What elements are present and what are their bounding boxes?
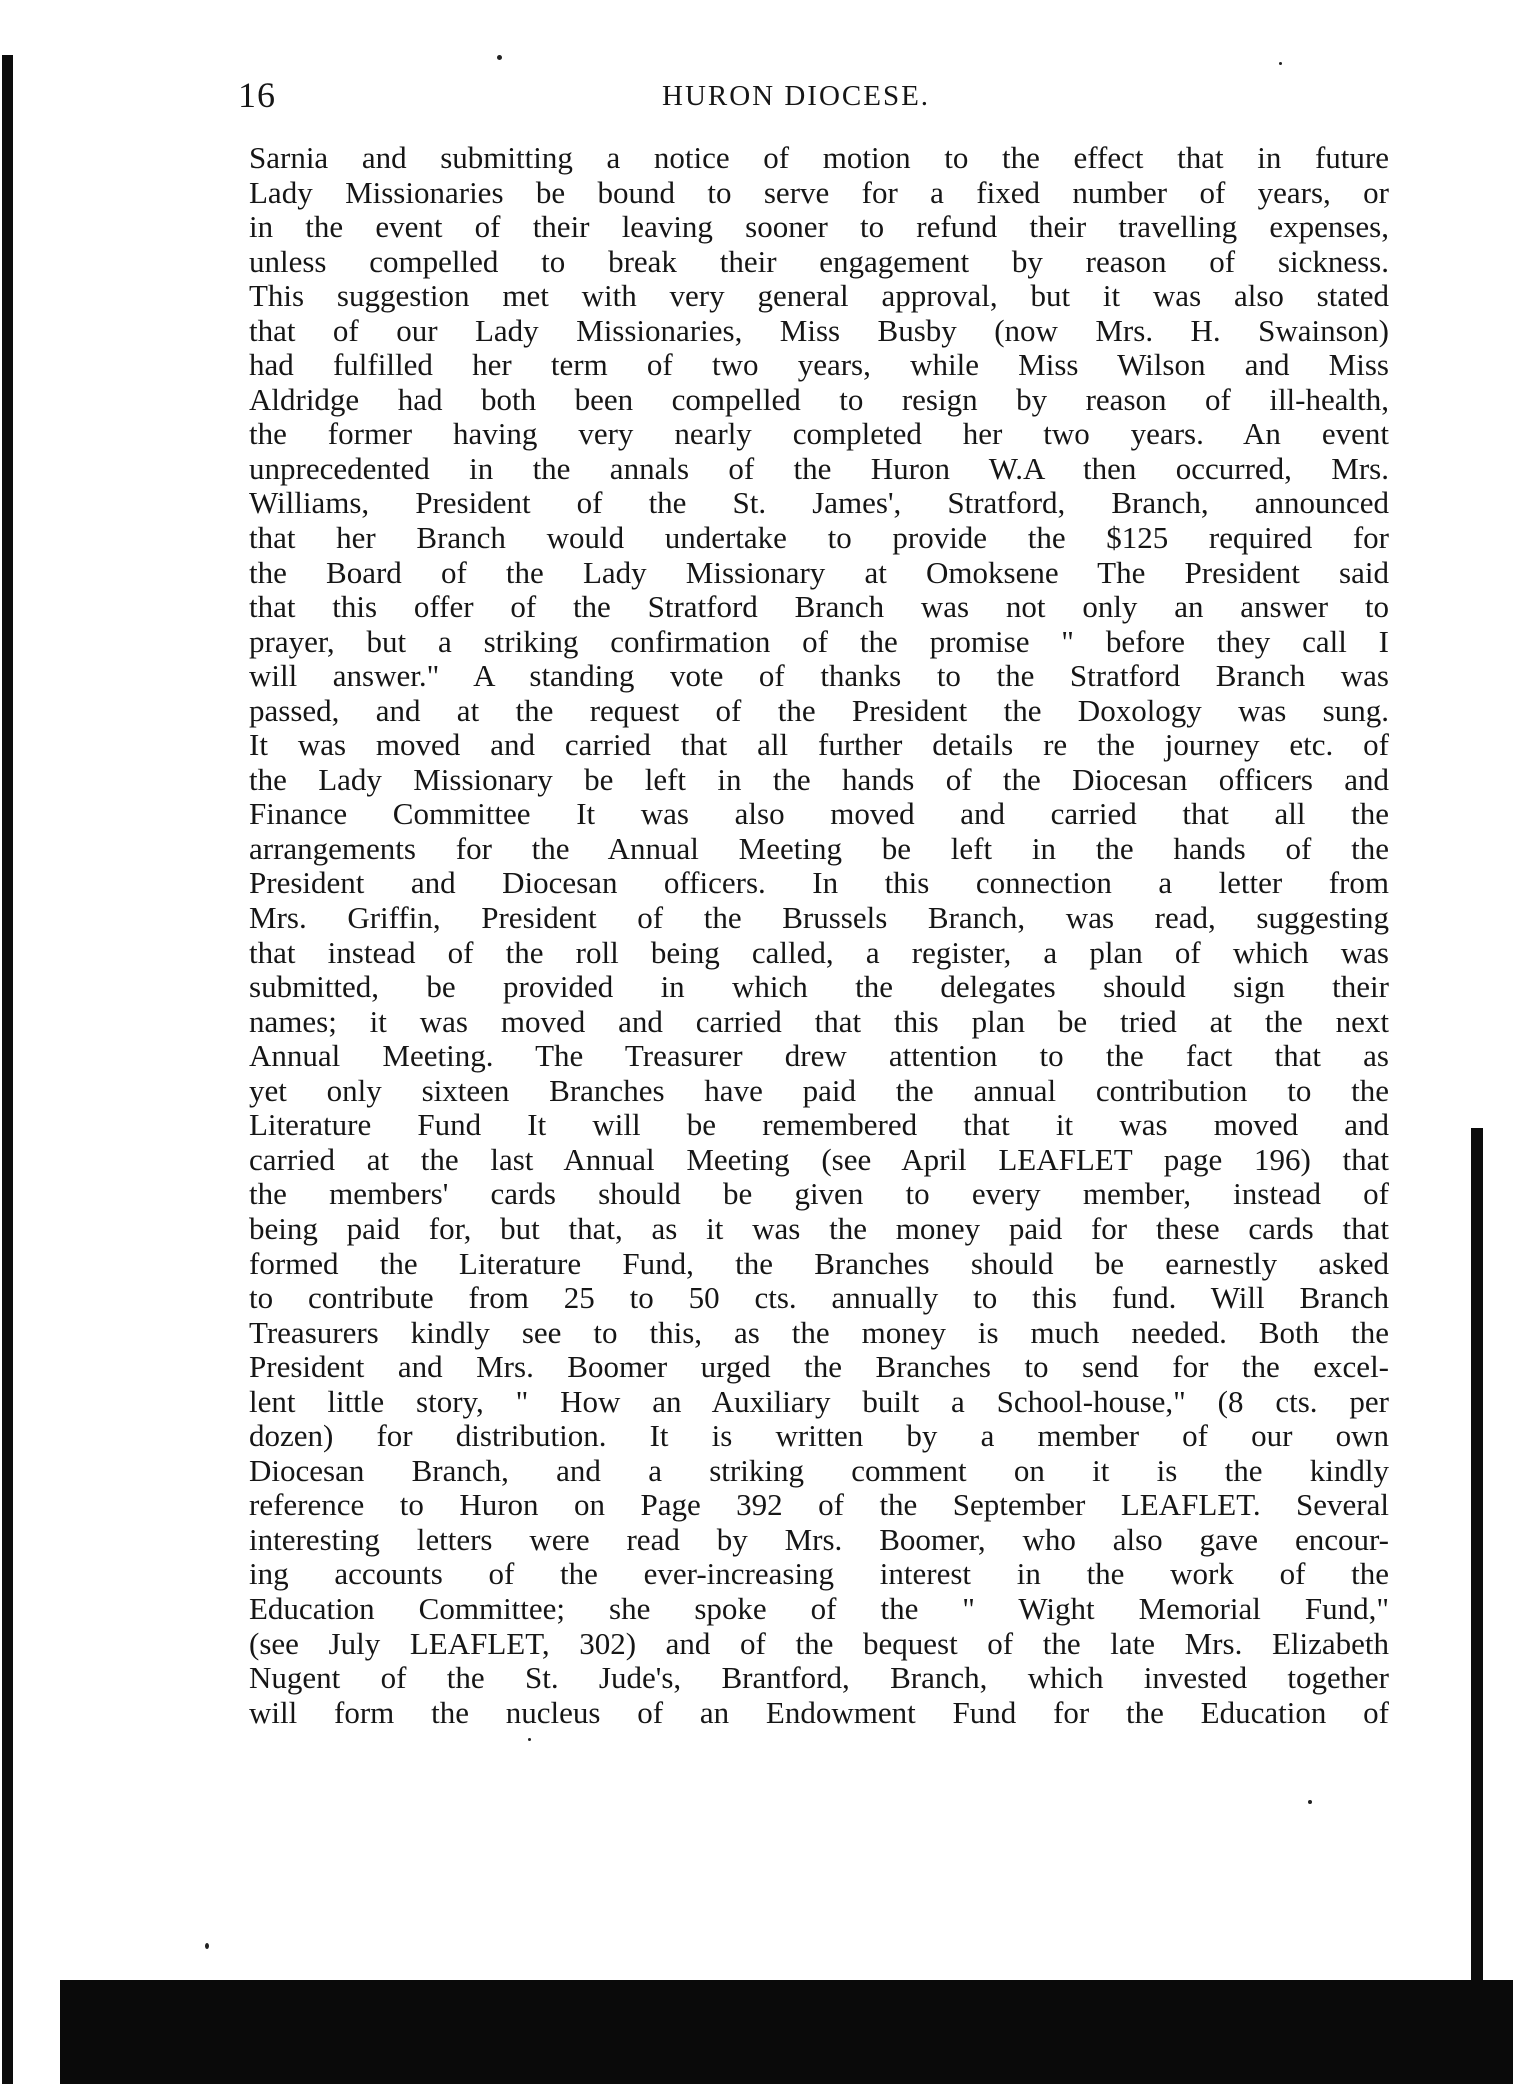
text-line: carried at the last Annual Meeting (see April LEAFLET page 196) that bbox=[249, 1141, 1389, 1177]
text-line: President and Diocesan officers. In this connection a letter from bbox=[249, 865, 1389, 901]
scan-speck bbox=[528, 1738, 531, 1741]
text-line: (see July LEAFLET, 302) and of the bequest of the late Mrs. Elizabeth bbox=[249, 1625, 1389, 1661]
text-line: Treasurers kindly see to this, as the money is much needed. Both the bbox=[249, 1314, 1389, 1350]
scan-left-edge-shadow bbox=[2, 55, 13, 2084]
text-line: the Lady Missionary be left in the hands of the Diocesan officers and bbox=[249, 761, 1389, 797]
scan-speck bbox=[205, 1943, 209, 1949]
text-line: to contribute from 25 to 50 cts. annually to this fund. Will Branch bbox=[249, 1280, 1389, 1316]
text-line: dozen) for distribution. It is written by a member of our own bbox=[249, 1418, 1389, 1454]
text-line: had fulfilled her term of two years, while Miss Wilson and Miss bbox=[249, 347, 1389, 383]
text-line: names; it was moved and carried that this plan be tried at the next bbox=[249, 1003, 1389, 1039]
text-line: the members' cards should be given to every member, instead of bbox=[249, 1176, 1389, 1212]
text-line: Literature Fund It will be remembered that it was moved and bbox=[249, 1107, 1389, 1143]
text-line: prayer, but a striking confirmation of the promise " before they call I bbox=[249, 623, 1389, 659]
text-line: that instead of the roll being called, a register, a plan of which was bbox=[249, 934, 1389, 970]
text-line: reference to Huron on Page 392 of the September LEAFLET. Several bbox=[249, 1487, 1389, 1523]
text-line: unless compelled to break their engagement by reason of sickness. bbox=[249, 243, 1389, 279]
scan-bottom-edge-shadow bbox=[60, 1980, 1513, 2084]
text-line: that this offer of the Stratford Branch was not only an answer to bbox=[249, 589, 1389, 625]
text-line: formed the Literature Fund, the Branches should be earnestly asked bbox=[249, 1245, 1389, 1281]
text-line: submitted, be provided in which the delegates should sign their bbox=[249, 969, 1389, 1005]
text-line: Diocesan Branch, and a striking comment on it is the kindly bbox=[249, 1452, 1389, 1488]
text-line: will answer." A standing vote of thanks to the Stratford Branch was bbox=[249, 658, 1389, 694]
body-paragraph bbox=[249, 141, 1389, 1730]
text-line: Aldridge had both been compelled to resign by reason of ill-health, bbox=[249, 381, 1389, 417]
scan-speck bbox=[497, 55, 502, 60]
page-number: 16 bbox=[238, 75, 276, 115]
text-line: Sarnia and submitting a notice of motion to the effect that in future bbox=[249, 140, 1389, 175]
text-line: lent little story, " How an Auxiliary built a School-house," (8 cts. per bbox=[249, 1383, 1389, 1419]
text-line: ing accounts of the ever-increasing interest in the work of the bbox=[249, 1556, 1389, 1592]
text-line: Education Committee; she spoke of the " Wight Memorial Fund," bbox=[249, 1590, 1389, 1626]
scan-speck bbox=[1279, 62, 1282, 65]
text-line: passed, and at the request of the President the Doxology was sung. bbox=[249, 692, 1389, 728]
text-line: Annual Meeting. The Treasurer drew attention to the fact that as bbox=[249, 1038, 1389, 1074]
text-line: the Board of the Lady Missionary at Omoksene The President said bbox=[249, 554, 1389, 590]
text-line: Williams, President of the St. James', Stratford, Branch, announced bbox=[249, 485, 1389, 521]
text-line: interesting letters were read by Mrs. Boomer, who also gave encour- bbox=[249, 1521, 1389, 1557]
text-line: arrangements for the Annual Meeting be left in the hands of the bbox=[249, 830, 1389, 866]
text-line: President and Mrs. Boomer urged the Branches to send for the excel- bbox=[249, 1349, 1389, 1385]
text-line: that of our Lady Missionaries, Miss Busby (now Mrs. H. Swainson) bbox=[249, 312, 1389, 348]
text-line: Mrs. Griffin, President of the Brussels Branch, was read, suggesting bbox=[249, 900, 1389, 936]
text-line: Nugent of the St. Jude's, Brantford, Branch, which invested together bbox=[249, 1660, 1389, 1696]
scan-right-edge-shadow bbox=[1471, 1128, 1483, 1984]
text-line: unprecedented in the annals of the Huron W.A then occurred, Mrs. bbox=[249, 450, 1389, 486]
text-line: Finance Committee It was also moved and carried that all the bbox=[249, 796, 1389, 832]
text-line: in the event of their leaving sooner to refund their travelling expenses, bbox=[249, 209, 1389, 245]
text-line: that her Branch would undertake to provide the $125 required for bbox=[249, 520, 1389, 556]
text-line: It was moved and carried that all further details re the journey etc. of bbox=[249, 727, 1389, 763]
text-line: yet only sixteen Branches have paid the annual contribution to the bbox=[249, 1072, 1389, 1108]
scan-speck bbox=[1308, 1800, 1312, 1804]
text-line: This suggestion met with very general approval, but it was also stated bbox=[249, 278, 1389, 314]
text-line: being paid for, but that, as it was the money paid for these cards that bbox=[249, 1210, 1389, 1246]
text-line: Lady Missionaries be bound to serve for a fixed number of years, or bbox=[249, 174, 1389, 210]
text-line: will form the nucleus of an Endowment Fund for the Education of bbox=[249, 1694, 1389, 1730]
text-line: the former having very nearly completed her two years. An event bbox=[249, 416, 1389, 452]
running-title: HURON DIOCESE. bbox=[662, 80, 931, 112]
